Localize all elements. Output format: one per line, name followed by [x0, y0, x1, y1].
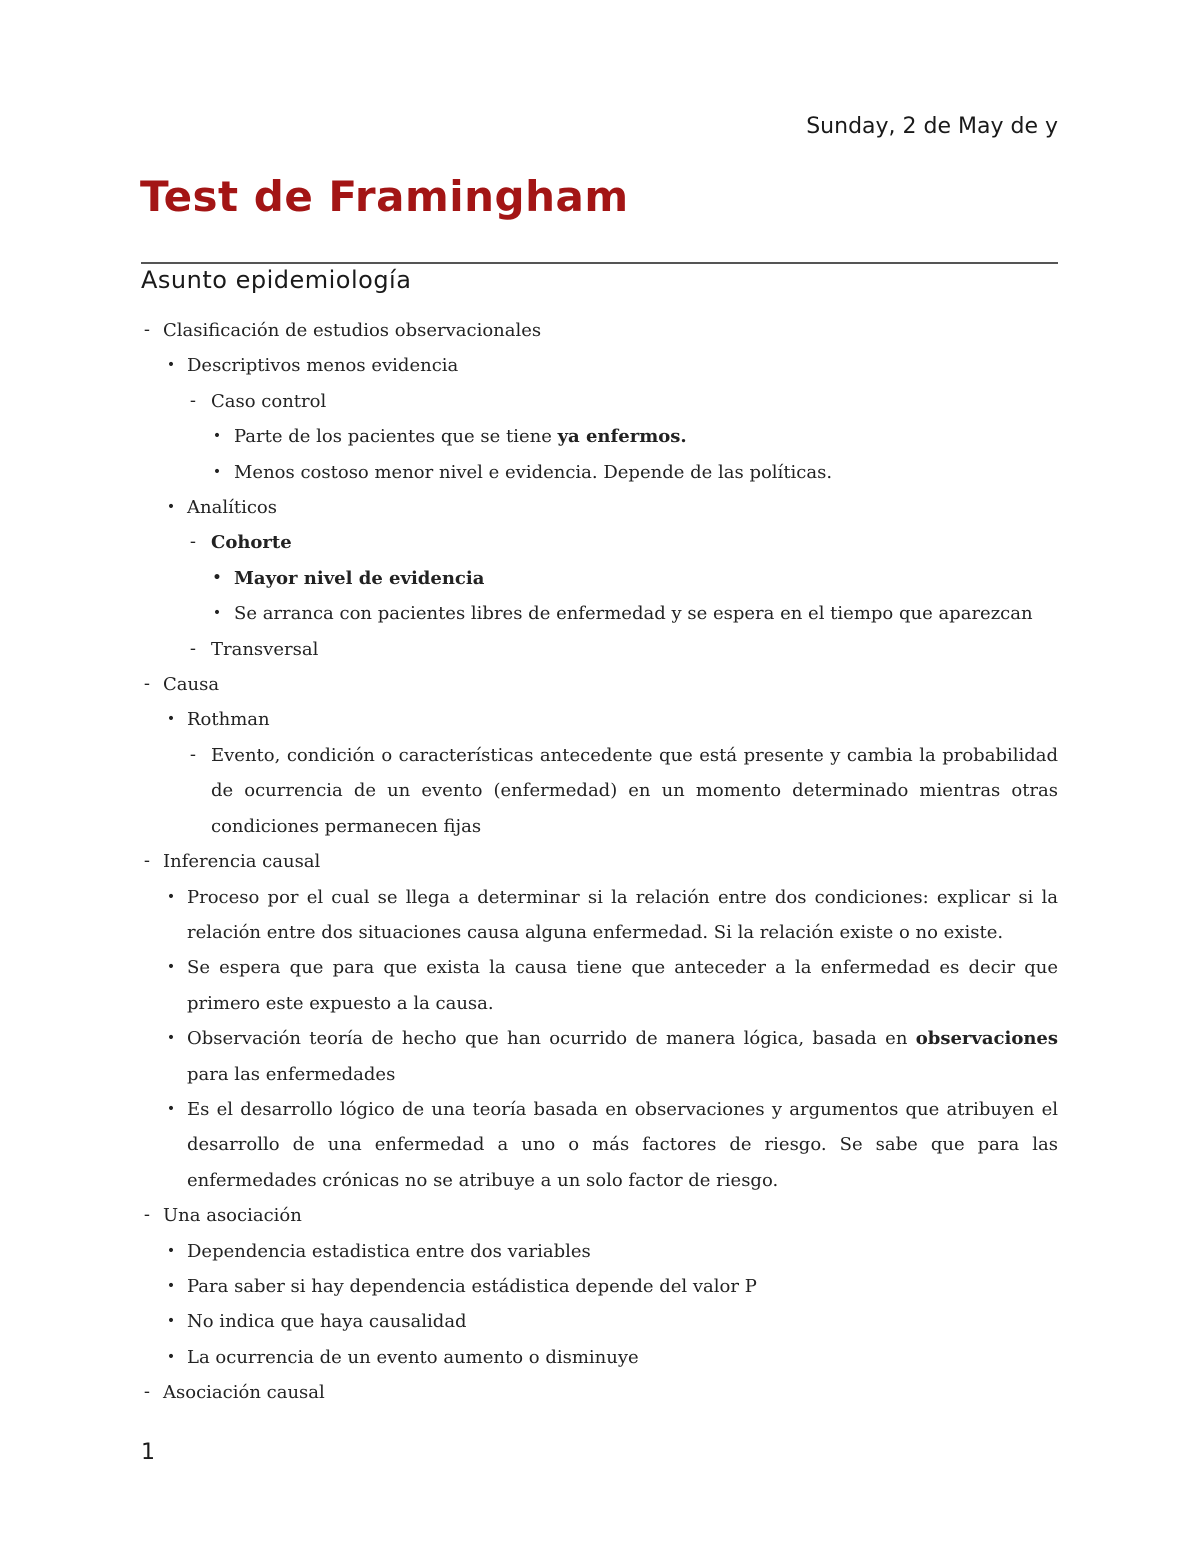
bullet-marker: • — [212, 569, 222, 586]
bullet-marker: • — [212, 605, 222, 622]
list-item-text: Es el desarrollo lógico de una teoría basada en observaciones y argumentos que atribuyen el desarrollo de una enfermedad a uno o más factores de riesgo. Se sabe que para las enfermedades crónicas no se atribuye a un solo factor de riesgo. — [187, 1098, 1058, 1191]
list-item-text: Transversal — [211, 638, 319, 660]
list-item-inferencia — [140, 844, 1058, 879]
list-item-menos-costoso — [140, 455, 1058, 490]
bullet-marker: • — [166, 1277, 176, 1294]
list-item-caso-control — [140, 384, 1058, 419]
dash-marker: - — [143, 1205, 151, 1226]
list-item-evento — [140, 738, 1058, 844]
list-item-text: Dependencia estadistica entre dos variables — [187, 1240, 591, 1262]
bullet-marker: • — [166, 1348, 176, 1365]
bullet-marker: • — [166, 711, 176, 728]
list-item-text: Observación teoría de hecho que han ocurrido de manera lógica, basada en — [187, 1028, 916, 1050]
document-date: Sunday, 2 de May de y — [806, 114, 1058, 139]
list-item-transversal — [140, 632, 1058, 667]
dash-marker: - — [189, 638, 197, 659]
dash-marker: - — [143, 1382, 151, 1403]
bullet-marker: • — [212, 463, 222, 480]
document-title: Test de Framingham — [140, 172, 629, 221]
list-item-text: Causa — [163, 674, 220, 696]
list-item-dependencia — [140, 1234, 1058, 1269]
list-item-se-espera — [140, 950, 1058, 1021]
list-item-text: Asociación causal — [163, 1382, 325, 1404]
list-item-analiticos — [140, 490, 1058, 525]
bullet-marker: • — [166, 1100, 176, 1117]
list-item-rothman — [140, 702, 1058, 737]
list-item-text: Proceso por el cual se llega a determinar si la relación entre dos condiciones: explicar si la relación entre dos situaciones causa alguna enfermedad. Si la relación existe o no existe. — [187, 886, 1058, 943]
list-item-text: Rothman — [187, 709, 270, 731]
list-item-cohorte — [140, 525, 1058, 560]
list-item-text: Se arranca con pacientes libres de enfermedad y se espera en el tiempo que aparezcan — [234, 603, 1033, 625]
list-item-bold-text: Mayor nivel de evidencia — [234, 567, 485, 589]
list-item-text: Se espera que para que exista la causa tiene que anteceder a la enfermedad es decir que primero este expuesto a la causa. — [187, 957, 1058, 1014]
list-item-clasificacion — [140, 313, 1058, 348]
list-item-text: Menos costoso menor nivel e evidencia. Depende de las políticas. — [234, 461, 833, 483]
dash-marker: - — [189, 390, 197, 411]
list-item-bold-text: ya enfermos. — [557, 426, 687, 448]
list-item-text: Inferencia causal — [163, 851, 321, 873]
bullet-marker: • — [166, 499, 176, 516]
list-item-ocurrencia — [140, 1340, 1058, 1375]
list-item-text: Una asociación — [163, 1205, 302, 1227]
list-item-text: para las enfermedades — [187, 1063, 396, 1085]
list-item-mayor-nivel — [140, 561, 1058, 596]
list-item-para-saber — [140, 1269, 1058, 1304]
list-item-causa — [140, 667, 1058, 702]
list-item-descriptivos — [140, 348, 1058, 383]
list-item-asociacion-causal — [140, 1375, 1058, 1410]
list-item-text: Parte de los pacientes que se tiene — [234, 426, 558, 448]
bullet-marker: • — [166, 959, 176, 976]
bullet-marker: • — [166, 1242, 176, 1259]
dash-marker: - — [143, 851, 151, 872]
bullet-marker: • — [166, 888, 176, 905]
list-item-bold-text: observaciones — [915, 1028, 1058, 1050]
bullet-marker: • — [166, 1313, 176, 1330]
document-subtitle: Asunto epidemiología — [141, 266, 412, 294]
list-item-asociacion — [140, 1198, 1058, 1233]
dash-marker: - — [189, 532, 197, 553]
list-item-desarrollo — [140, 1092, 1058, 1198]
dash-marker: - — [143, 674, 151, 695]
bullet-marker: • — [166, 357, 176, 374]
list-item-text: La ocurrencia de un evento aumento o disminuye — [187, 1346, 639, 1368]
bullet-marker: • — [212, 428, 222, 445]
list-item-parte-pacientes — [140, 419, 1058, 454]
page-number: 1 — [141, 1440, 155, 1465]
list-item-text: Clasificación de estudios observacionales — [163, 320, 542, 341]
list-item-text: Caso control — [211, 390, 327, 412]
list-item-text: Analíticos — [187, 497, 277, 519]
list-item-text: Evento, condición o características antecedente que está presente y cambia la probabilidad de ocurrencia de un evento (enfermedad) en un momento determinado mientras otras condiciones permanecen fijas — [211, 744, 1058, 837]
bullet-marker: • — [166, 1030, 176, 1047]
list-item-text: No indica que haya causalidad — [187, 1311, 467, 1333]
list-item-bold-text: Cohorte — [211, 532, 292, 554]
list-item-observacion — [140, 1021, 1058, 1092]
title-divider — [141, 262, 1058, 264]
list-item-se-arranca — [140, 596, 1058, 631]
notes-outline — [140, 313, 1058, 1411]
dash-marker: - — [189, 744, 197, 765]
list-item-proceso — [140, 880, 1058, 951]
list-item-text: Para saber si hay dependencia estádistica depende del valor P — [187, 1275, 757, 1297]
dash-marker: - — [143, 320, 151, 340]
list-item-no-indica — [140, 1304, 1058, 1339]
list-item-text: Descriptivos menos evidencia — [187, 355, 459, 377]
